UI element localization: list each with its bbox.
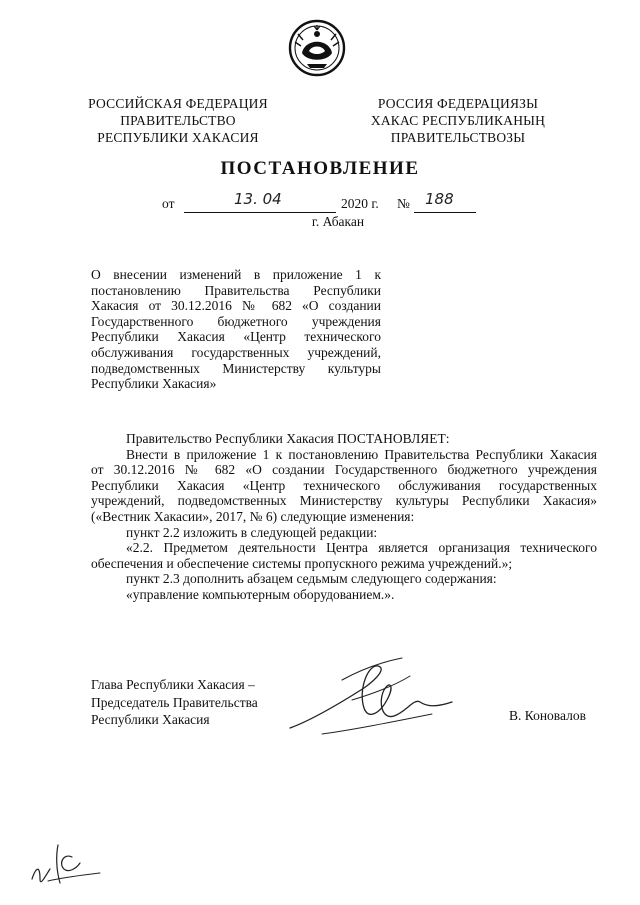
document-body <box>91 431 597 603</box>
body-quote2: «управление компьютерным оборудованием.». <box>126 586 395 602</box>
body-quote1-line: обеспечения и обеспечение системы пропускного режима учреждений.»; <box>91 555 513 571</box>
handwritten-signature <box>282 650 472 745</box>
year-text: 2020 г. <box>341 196 379 211</box>
header-left-russian <box>80 95 276 146</box>
subject-line: О внесении изменений в приложение 1 к <box>91 267 381 282</box>
signatory-position-line: Глава Республики Хакасия – <box>91 677 255 692</box>
subject-line: обслуживания государственных учреждений, <box>91 344 381 360</box>
header-right-line-3: ПРАВИТЕЛЬСТВОЗЫ <box>390 130 526 145</box>
number-sign: № <box>397 196 410 211</box>
body-para1-line: Внести в приложение 1 к постановлению Правительства Республики Хакасия <box>126 446 597 462</box>
subject-line: Республики Хакасия» <box>91 376 217 392</box>
subject-line: подведомственных Министерству культуры <box>91 360 381 376</box>
date-prefix: от <box>162 196 175 211</box>
date-handwritten: 13. 04 <box>234 190 282 208</box>
date-underline <box>184 212 336 213</box>
subject-line: Хакасия от 30.12.2016 № 682 «О создании <box>91 298 381 314</box>
subject-line: постановлению Правительства Республики <box>91 282 381 298</box>
body-item-1: пункт 2.2 изложить в следующей редакции: <box>126 524 378 540</box>
signatory-position-line: Республики Хакасия <box>91 712 210 728</box>
header-right-line-1: РОССИЯ ФЕДЕРАЦИЯЗЫ <box>377 96 539 111</box>
document-type-title: ПОСТАНОВЛЕНИЕ <box>220 158 420 179</box>
signatory-position-line: Председатель Правительства <box>91 694 258 710</box>
header-right-line-2: ХАКАС РЕСПУБЛИКАНЫҢ <box>370 113 546 128</box>
subject-line: Республики Хакасия «Центр технического <box>91 329 381 345</box>
body-quote1-line: «2.2. Предметом деятельности Центра является организация технического <box>126 540 597 556</box>
subject-line: Государственного бюджетного учреждения <box>91 313 381 329</box>
handwritten-initials <box>28 835 103 897</box>
body-para1-line: («Вестник Хакасии», 2017, № 6) следующие изменения: <box>91 508 415 524</box>
header-right-khakas <box>362 95 554 146</box>
city-name: г. Абакан <box>311 214 365 229</box>
date-number-line <box>0 190 640 216</box>
body-para1-line: Республики Хакасия «Центр технического обслуживания государственных <box>91 477 597 493</box>
number-handwritten: 188 <box>425 190 454 208</box>
header-left-line-3: РЕСПУБЛИКИ ХАКАСИЯ <box>97 130 259 145</box>
header-left-line-2: ПРАВИТЕЛЬСТВО <box>120 113 236 128</box>
number-underline <box>414 212 476 213</box>
body-para1-line: от 30.12.2016 № 682 «О создании Государственного бюджетного учреждения <box>91 462 597 478</box>
signatory-position <box>91 676 291 729</box>
signatory-name: В. Коновалов <box>509 708 586 723</box>
coat-of-arms-icon <box>287 18 347 78</box>
body-item-2: пункт 2.3 дополнить абзацем седьмым следующего содержания: <box>126 571 497 587</box>
body-intro: Правительство Республики Хакасия ПОСТАНОВЛЯЕТ: <box>126 431 450 446</box>
body-para1-line: учреждений, подведомственных Министерству культуры Республики Хакасия» <box>91 493 597 509</box>
header-left-line-1: РОССИЙСКАЯ ФЕДЕРАЦИЯ <box>88 96 268 111</box>
subject-heading <box>91 267 381 392</box>
